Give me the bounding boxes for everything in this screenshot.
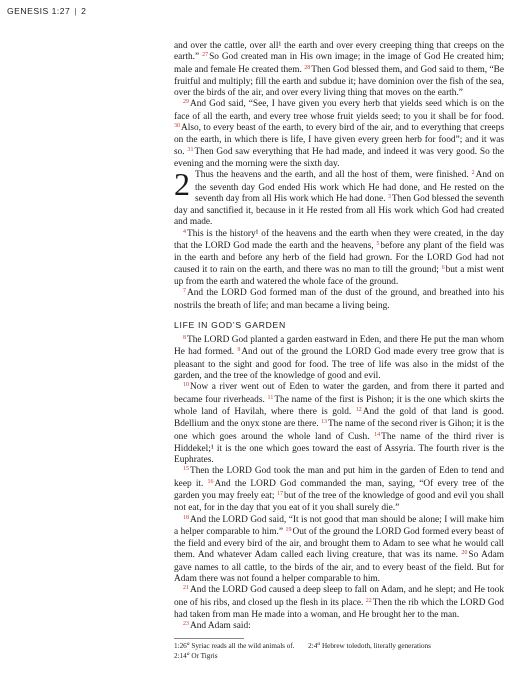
verse-2-2: And on the seventh day God ended His work which He had done, and He rested on the seventh day from all His work which He had done. (195, 170, 504, 204)
section-heading: LIFE IN GOD’S GARDEN (174, 319, 286, 330)
footnote-ref: 2:14 (174, 652, 187, 660)
verse-number: 23 (183, 621, 189, 628)
verse-27: So God created man in His own image; in the image of God He created him; male and female He created them. (174, 52, 504, 75)
verse-number: 16 (207, 478, 214, 485)
footnote-divider (174, 638, 244, 639)
verse-2-12: And the gold of that land is good. Bdellium and the onyx stone are there. (174, 406, 504, 430)
chapter-number: 2 (174, 166, 190, 203)
verse-number: 3 (387, 193, 391, 200)
verse-2-23: And Adam said: (190, 621, 251, 632)
verse-2-14: The name of the third river is Hiddekel;¹ it is the one which goes toward the east of Assyria. The fourth river is the Euphrates. (174, 431, 504, 466)
verse-2-16: And the LORD God commanded the man, saying, “Of every tree of the garden you may freely eat; (174, 478, 504, 501)
footnote-row (174, 652, 504, 662)
paragraph-1-26-31 (174, 41, 504, 99)
verse-number: 21 (183, 585, 189, 592)
verse-number: 27 (202, 52, 209, 59)
verse-26-end: and over the cattle, over all¹ the earth and over every creeping thing that creeps on the earth.” (174, 41, 504, 63)
header-separator: | (74, 6, 78, 16)
footnote-text: Hebrew toledoth, literally generations (321, 642, 431, 650)
paragraph-2-7 (174, 288, 504, 312)
paragraph-2-21 (174, 585, 504, 621)
verse-2-18: And the LORD God said, “It is not good that man should be alone; I will make him a helper comparable to him.” (174, 514, 504, 537)
verse-28: Then God blessed them, and God said to them, “Be fruitful and multiply; fill the earth and subdue it; have dominion over the fish of the sea, over the birds of the air, and over every living thing that moves on the earth.” (174, 64, 504, 99)
paragraph-2-23 (174, 621, 504, 633)
verse-number: 20 (461, 550, 468, 557)
verse-29: And God said, “See, I have given you every herb that yields seed which is on the face of all the earth, and every tree whose fruit yields seed; to you it shall be for food. (174, 99, 504, 122)
paragraph-1-29 (174, 99, 504, 170)
verse-number: 9 (237, 347, 241, 354)
verse-number: 15 (183, 466, 189, 473)
verse-2-21: And the LORD God caused a deep sleep to fall on Adam, and he slept; and He took one of his ribs, and closed up the flesh in its place. (174, 585, 504, 608)
verse-number: 30 (174, 123, 180, 130)
footnote-ref: 1:26 (174, 642, 187, 650)
running-header (7, 6, 86, 16)
verse-2-1: Thus the heavens and the earth, and all the host of them, were finished. (195, 170, 469, 181)
verse-2-9: And out of the ground the LORD God made every tree grow that is pleasant to the sight and good for food. The tree of life was also in the midst of the garden, and the tree of the knowledge of good and evil. (174, 347, 504, 382)
verse-number: 12 (355, 406, 362, 413)
paragraph-2-1 (174, 166, 504, 228)
verse-2-22: Then the rib which the LORD God had taken from man He made into a woman, and He brought her to the man. (174, 597, 504, 620)
paragraph-2-15 (174, 466, 504, 514)
paragraph-2-10 (174, 382, 504, 466)
verse-number: 31 (187, 146, 194, 153)
verse-number: 10 (183, 382, 189, 389)
verse-2-10: Now a river went out of Eden to water the garden, and from there it parted and became four riverheads. (174, 382, 504, 405)
footnote-ref: 2:4 (308, 642, 318, 650)
footnote-text: Or Tigris (191, 652, 218, 660)
footnotes (174, 642, 504, 662)
verse-2-13: The name of the second river is Gihon; it is the one which goes around the whole land of Cush. (174, 419, 504, 442)
verse-number: 4 (183, 228, 186, 235)
verse-number: 5 (376, 241, 380, 248)
page-number: 2 (81, 6, 87, 16)
verse-2-7: And the LORD God formed man of the dust of the ground, and breathed into his nostrils the breath of life; and man became a living being. (174, 288, 504, 311)
verse-2-17: but of the tree of the knowledge of good and evil you shall not eat, for in the day that you eat of it you shall surely die.” (174, 490, 504, 514)
verse-number: 14 (374, 431, 381, 438)
verse-number: 18 (183, 514, 189, 521)
verse-2-3: Then God blessed the seventh day and sanctified it, because in it He rested from all His work which God had created and made. (174, 193, 504, 228)
paragraph-2-8 (174, 335, 504, 382)
verse-2-11: The name of the first is Pishon; it is the one which skirts the whole land of Havilah, where there is gold. (174, 394, 504, 417)
paragraph-2-18 (174, 515, 504, 586)
verse-2-15: Then the LORD God took the man and put him in the garden of Eden to tend and keep it. (174, 466, 504, 489)
verse-2-20: So Adam gave names to all cattle, to the birds of the air, and to every beast of the field. But for Adam there was not found a helper comparable to him. (174, 550, 504, 585)
book-chapter-reference: GENESIS 1:27 (7, 6, 71, 16)
paragraph-2-4 (174, 229, 504, 288)
scripture-text (174, 41, 504, 634)
verse-number: 7 (183, 288, 186, 295)
footnote-mark: a (317, 641, 321, 647)
verse-number: 6 (441, 264, 445, 271)
footnote-mark: a (186, 651, 190, 657)
verse-number: 13 (320, 419, 327, 426)
verse-31: Then God saw everything that He had made, and indeed it was very good. So the evening and the morning were the sixth day. (174, 146, 504, 169)
verse-number: 11 (267, 394, 274, 401)
footnote-text: Syriac reads all the wild animals of. (191, 642, 295, 650)
verse-2-8: The LORD God planted a garden eastward in Eden, and there He put the man whom He had formed. (174, 335, 504, 358)
verse-30: Also, to every beast of the earth, to every bird of the air, and to everything that creeps on the earth, in which there is life, I have given every green herb for food”; and it was so. (174, 123, 504, 157)
verse-2-6: but a mist went up from the earth and watered the whole face of the ground. (174, 264, 504, 287)
verse-number: 22 (365, 597, 372, 604)
verse-2-4: This is the history¹ of the heavens and the earth when they were created, in the day that the LORD God made the earth and the heavens, (174, 228, 504, 252)
verse-2-5: before any plant of the field was in the earth and before any herb of the field had grown. For the LORD God had not caused it to rain on the earth, and there was no man to till the ground; (174, 241, 504, 275)
verse-number: 2 (471, 170, 475, 177)
verse-2-19: Out of the ground the LORD God formed every beast of the field and every bird of the air, and brought them to Adam to see what he would call them. And whatever Adam called each living creature, that was its name. (174, 526, 504, 561)
verse-number: 29 (183, 99, 189, 106)
footnote-row (174, 642, 504, 652)
verse-number: 19 (285, 526, 292, 533)
footnote-mark: a (186, 641, 190, 647)
verse-number: 28 (304, 64, 311, 71)
verse-number: 8 (183, 335, 186, 342)
verse-number: 17 (276, 490, 283, 497)
